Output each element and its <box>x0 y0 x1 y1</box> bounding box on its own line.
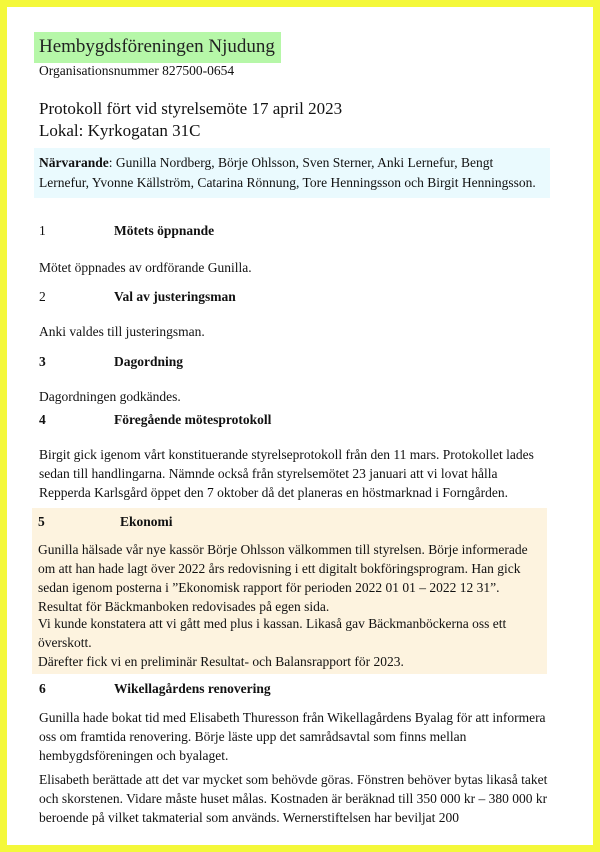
protocol-heading: Protokoll fört vid styrelsemöte 17 april 2023 <box>39 99 343 118</box>
section-5-paragraph-3: Därefter fick vi en preliminär Resultat- och Balansrapport för 2023. <box>38 654 404 669</box>
section-6-paragraph-1: Gunilla hade bokat tid med Elisabeth Thuresson från Wikellagårdens Byalag för att informera oss om framtida renovering. Börje läste upp det samrådsavtal som finns mellan hembygdsföreningen och byalaget. <box>39 710 546 763</box>
section-number: 4 <box>39 412 46 427</box>
section-4-paragraph: Birgit gick igenom vårt konstituerande styrelseprotokoll från den 11 mars. Protokollet lades sedan till handlingarna. Nämnde också från styrelsemötet 23 januari att vi lovat hålla Repperda Karlsgård öppet den 7 oktober då det planeras en höstmarknad i Forngården. <box>39 447 534 500</box>
section-number: 3 <box>39 354 46 369</box>
section-1-heading <box>39 223 559 241</box>
organization-name: Hembygdsföreningen Njudung <box>34 32 281 63</box>
section-title: Mötets öppnande <box>114 223 215 238</box>
section-number: 5 <box>38 514 45 529</box>
section-number: 6 <box>39 681 46 696</box>
section-title: Dagordning <box>114 354 184 369</box>
section-number: 2 <box>39 289 46 304</box>
section-5-paragraph-2: Vi kunde konstatera att vi gått med plus i kassan. Likaså gav Bäckmanböckerna oss ett överskott. <box>38 616 507 650</box>
meeting-location: Lokal: Kyrkogatan 31C <box>39 121 201 140</box>
economy-section <box>32 508 547 674</box>
organization-number: Organisationsnummer 827500-0654 <box>39 63 235 78</box>
section-title: Ekonomi <box>120 514 173 529</box>
section-2-paragraph: Anki valdes till justeringsman. <box>39 324 205 339</box>
section-1-paragraph: Mötet öppnades av ordförande Gunilla. <box>39 260 252 275</box>
section-number: 1 <box>39 223 46 238</box>
attendance-block <box>34 148 550 198</box>
section-3-paragraph: Dagordningen godkändes. <box>39 389 181 404</box>
section-5-heading <box>38 514 558 532</box>
attendance-list: : Gunilla Nordberg, Börje Ohlsson, Sven Sterner, Anki Lernefur, Bengt Lernefur, Yvonne Källström, Catarina Rönnung, Tore Henningsson och Birgit Henningsson. <box>39 155 536 190</box>
section-title: Föregående mötesprotokoll <box>114 412 272 427</box>
section-title: Val av justeringsman <box>114 289 236 304</box>
section-4-heading <box>39 412 559 430</box>
section-title: Wikellagårdens renovering <box>114 681 271 696</box>
section-5-paragraph-1: Gunilla hälsade vår nye kassör Börje Ohlsson välkommen till styrelsen. Börje informerade om att han hade lagt över 2022 års redovisning i ett digitalt bokföringsprogram. Han gick sedan igenom posterna i ”Ekonomisk rapport för perioden 2022 01 01 – 2022 12 31”. Resultat för Bäckmanboken redovisades på egen sida. <box>38 542 528 614</box>
section-3-heading <box>39 354 559 372</box>
attendance-label: Närvarande <box>39 155 109 170</box>
section-2-heading <box>39 289 559 307</box>
section-6-heading <box>39 681 559 699</box>
section-6-paragraph-2: Elisabeth berättade att det var mycket som behövde göras. Fönstren behöver bytas likaså taket och skorstenen. Vidare måste huset målas. Kostnaden är beräknad till 350 000 kr – 380 000 kr beroende på vilket takmaterial som används. Wernerstiftelsen har beviljat 200 <box>39 772 548 825</box>
